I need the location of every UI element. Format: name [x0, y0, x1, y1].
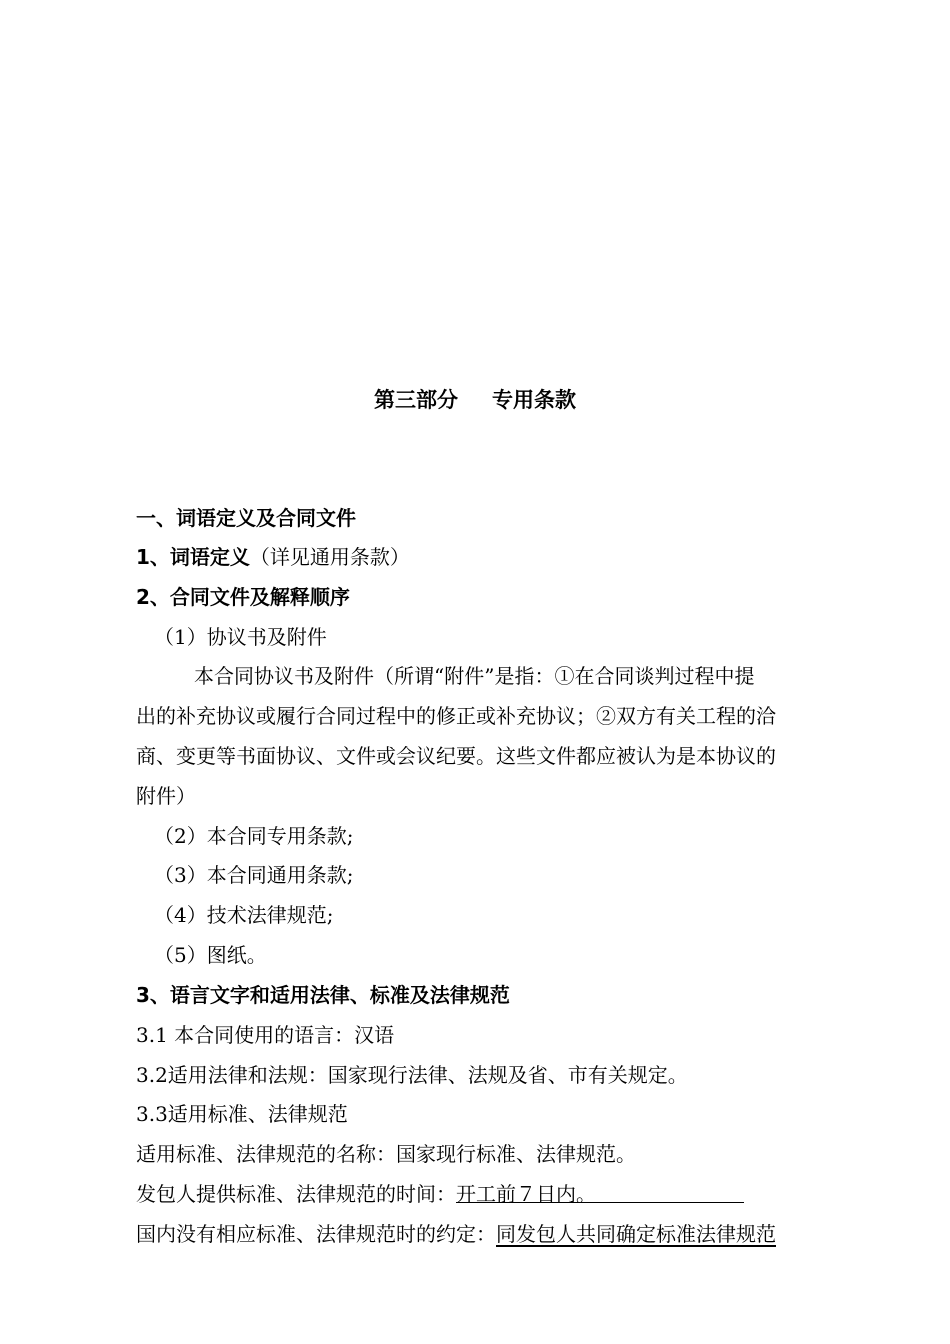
no-standard-value: 同发包人共同确定标准法律规范 [496, 1222, 776, 1246]
page-title [0, 384, 950, 414]
item-2: 2、合同文件及解释顺序 [136, 585, 350, 609]
sub-item-3: （3）本合同通用条款; [154, 863, 354, 887]
standards-time-value: 开工前７日内。 [456, 1182, 596, 1206]
sub-item-2: （2）本合同专用条款; [154, 824, 354, 848]
clause-standards-time [136, 1180, 744, 1208]
clause-3-2: 3.2适用法律和法规：国家现行法律、法规及省、市有关规定。 [136, 1063, 688, 1087]
item-1-note: （详见通用条款） [249, 545, 410, 569]
item-1 [136, 543, 410, 571]
paragraph-line-2: 出的补充协议或履行合同过程中的修正或补充协议；②双方有关工程的洽 [136, 704, 776, 728]
clause-standards-name: 适用标准、法律规范的名称：国家现行标准、法律规范。 [136, 1142, 636, 1166]
clause-3-1: 3.1 本合同使用的语言：汉语 [136, 1023, 395, 1047]
section-heading-1: 一、词语定义及合同文件 [136, 506, 356, 530]
sub-item-4: （4）技术法律规范; [154, 903, 334, 927]
sub-item-5: （5）图纸。 [154, 943, 267, 967]
standards-time-label: 发包人提供标准、法律规范的时间： [136, 1182, 456, 1206]
paragraph-line-4: 附件） [136, 784, 196, 808]
paragraph-line-3: 商、变更等书面协议、文件或会议纪要。这些文件都应被认为是本协议的 [136, 744, 776, 768]
item-1-label: 1、词语定义 [136, 545, 250, 569]
title-part: 第三部分 [374, 388, 458, 412]
paragraph-line-1: 本合同协议书及附件（所谓“附件”是指：①在合同谈判过程中提 [194, 664, 755, 688]
clause-3-3: 3.3适用标准、法律规范 [136, 1102, 348, 1126]
standards-time-fill [456, 1180, 744, 1206]
clause-no-standard [136, 1220, 776, 1248]
title-name: 专用条款 [492, 388, 576, 412]
no-standard-label: 国内没有相应标准、法律规范时的约定： [136, 1222, 496, 1246]
sub-item-1: （1）协议书及附件 [154, 625, 327, 649]
section-heading-3: 3、语言文字和适用法律、标准及法律规范 [136, 983, 510, 1007]
